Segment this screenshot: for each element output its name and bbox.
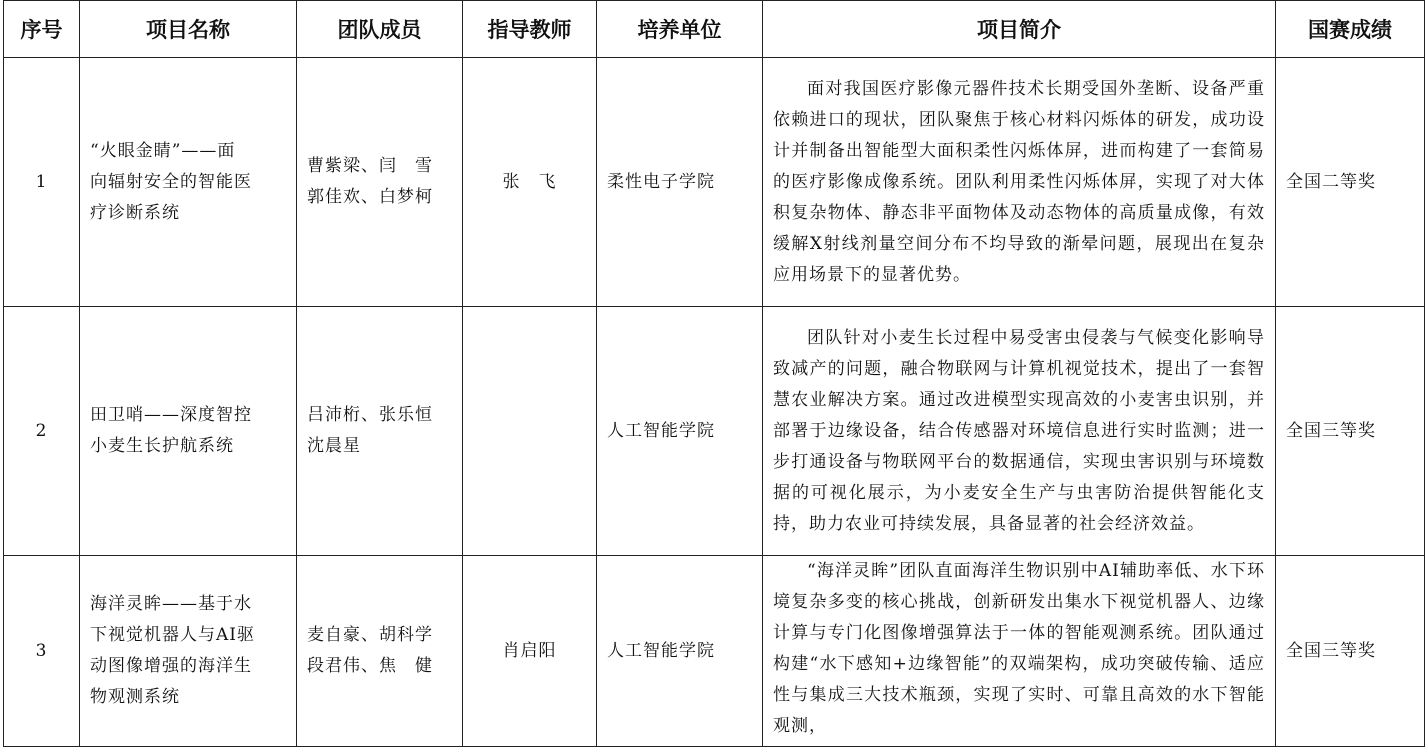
cell-no: 3 (4, 556, 80, 747)
cell-unit: 人工智能学院 (597, 307, 763, 556)
project-name-line: 下视觉机器人与AI驱 (90, 625, 255, 645)
project-name-line: 小麦生长护航系统 (90, 436, 234, 456)
intro-text: 团队针对小麦生长过程中易受害虫侵袭与气候变化影响导致减产的问题，融合物联网与计算机视觉技术，提出了一套智慧农业解决方案。通过改进模型实现高效的小麦害虫识别，并部署于边缘设备，结合传感器对环境信息进行实时监测；进一步打通设备与物联网平台的数据通信，实现虫害识别与环境数据的可视化展示，为小麦安全生产与虫害防治提供智能化支持，助力农业可持续发展，具备显著的社会经济效益。 (773, 327, 1265, 534)
cell-unit: 柔性电子学院 (597, 58, 763, 307)
cell-project-name (80, 307, 297, 556)
header-no: 序号 (4, 1, 80, 58)
cell-unit: 人工智能学院 (597, 556, 763, 747)
cell-team (297, 307, 463, 556)
cell-no: 1 (4, 58, 80, 307)
cell-project-name (80, 58, 297, 307)
table-row (4, 556, 1425, 747)
cell-teacher (463, 307, 597, 556)
header-team: 团队成员 (297, 1, 463, 58)
project-name-line: 疗诊断系统 (90, 202, 180, 223)
header-row (4, 1, 1425, 58)
intro-text: “海洋灵眸”团队直面海洋生物识别中AI辅助率低、水下环境复杂多变的核心挑战，创新研发出集水下视觉机器人、边缘计算与专门化图像增强算法于一体的智能观测系统。团队通过构建“水下感知+边缘智能”的双端架构，成功突破传输、适应性与集成三大技术瓶颈，实现了实时、可靠且高效的水下智能观测， (773, 561, 1265, 736)
header-name: 项目名称 (80, 1, 297, 58)
cell-team (297, 556, 463, 747)
cell-no: 2 (4, 307, 80, 556)
cell-award: 全国二等奖 (1276, 58, 1425, 307)
team-line: 曹紫梁、闫 雪 (307, 156, 433, 176)
project-name-line: 动图像增强的海洋生 (90, 656, 252, 676)
intro-text: 面对我国医疗影像元器件技术长期受国外垄断、设备严重依赖进口的现状，团队聚焦于核心材料闪烁体的研发，成功设计并制备出智能型大面积柔性闪烁体屏，进而构建了一套简易的医疗影像成像系统。团队利用柔性闪烁体屏，实现了对大体积复杂物体、静态非平面物体及动态物体的高质量成像，有效缓解X射线剂量空间分布不均导致的渐晕问题，展现出在复杂应用场景下的显著优势。 (773, 78, 1265, 285)
header-teacher: 指导教师 (463, 1, 597, 58)
team-line: 段君伟、焦 健 (307, 656, 433, 676)
project-name-line: 物观测系统 (90, 687, 180, 707)
team-line: 郭佳欢、白梦柯 (307, 187, 433, 207)
cell-intro (763, 307, 1276, 556)
cell-project-name (80, 556, 297, 747)
cell-teacher: 肖启阳 (463, 556, 597, 747)
project-name-line: 向辐射安全的智能医 (90, 171, 252, 192)
table-row (4, 307, 1425, 556)
header-unit: 培养单位 (597, 1, 763, 58)
cell-intro (763, 556, 1276, 747)
team-line: 吕沛桁、张乐恒 (307, 405, 433, 425)
header-award: 国赛成绩 (1276, 1, 1425, 58)
project-name-line: “火眼金睛”——面 (90, 140, 236, 161)
team-line: 沈晨星 (307, 436, 361, 456)
team-line: 麦自豪、胡科学 (307, 625, 433, 645)
cell-intro (763, 58, 1276, 307)
cell-team (297, 58, 463, 307)
cell-award: 全国三等奖 (1276, 307, 1425, 556)
projects-table (3, 0, 1425, 747)
cell-teacher: 张 飞 (463, 58, 597, 307)
table-row (4, 58, 1425, 307)
project-name-line: 海洋灵眸——基于水 (90, 594, 252, 614)
cell-award: 全国三等奖 (1276, 556, 1425, 747)
project-name-line: 田卫哨——深度智控 (90, 405, 252, 425)
header-intro: 项目简介 (763, 1, 1276, 58)
